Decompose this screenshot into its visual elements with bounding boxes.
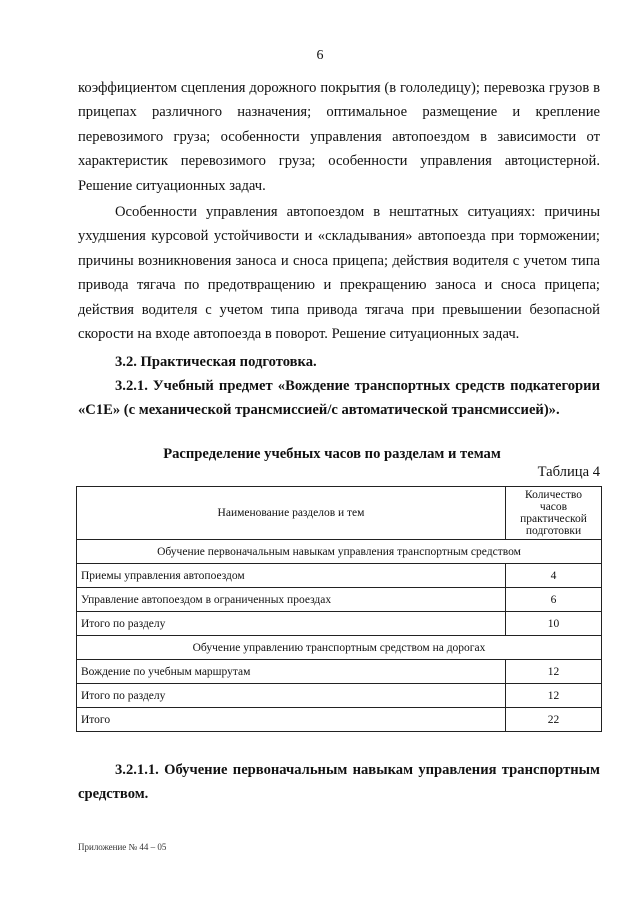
heading-3-2-text: 3.2. Практическая подготовка. bbox=[115, 354, 317, 370]
paragraph-2-text: Особенности управления автопоездом в нештатных ситуациях: причины ухудшения курсовой устойчивости и «складывания» автопоезда при торможении; причины возникновения заноса и сноса прицепа; действия водителя с учетом типа привода тягача по предотвращению и прекращению заноса и сноса прицепа; действия водителя с учетом типа привода тягача при превышении безопасной скорости на входе автопоезда в поворот. Решение ситуационных задач. bbox=[78, 204, 600, 343]
page-number: 6 bbox=[316, 48, 324, 63]
row-hours: 4 bbox=[506, 564, 602, 588]
row-name: Итого по разделу bbox=[77, 612, 506, 636]
paragraph-1 bbox=[78, 76, 600, 198]
table-total-row bbox=[77, 708, 602, 732]
heading-3-2-1-1-text: 3.2.1.1. Обучение первоначальным навыкам управления транспортным средством. bbox=[78, 762, 600, 803]
header-hours: Количество часов практической подготовки bbox=[506, 487, 602, 540]
section-row bbox=[77, 636, 602, 660]
section-2-title: Обучение управлению транспортным средством на дорогах bbox=[77, 636, 602, 660]
row-name: Итого по разделу bbox=[77, 684, 506, 708]
table-label: Таблица 4 bbox=[537, 464, 600, 480]
total-name: Итого bbox=[77, 708, 506, 732]
table-header-row bbox=[77, 487, 602, 540]
header-topics: Наименование разделов и тем bbox=[77, 487, 506, 540]
paragraph-2 bbox=[78, 200, 600, 346]
table-row bbox=[77, 684, 602, 708]
row-hours: 12 bbox=[506, 660, 602, 684]
paragraph-1-text: коэффициентом сцепления дорожного покрытия (в гололедицу); перевозка грузов в прицепах различного назначения; оптимальное размещение и крепление перевозимого груза; особенности управления автопоездом в зависимости от характеристик перевозимого груза; особенности управления автоцистерной. Решение ситуационных задач. bbox=[78, 80, 600, 194]
table-row bbox=[77, 660, 602, 684]
row-hours: 6 bbox=[506, 588, 602, 612]
row-name: Управление автопоездом в ограниченных проездах bbox=[77, 588, 506, 612]
section-heading-3-2-1-1 bbox=[78, 758, 600, 807]
section-1-title: Обучение первоначальным навыкам управления транспортным средством bbox=[77, 540, 602, 564]
heading-3-2-1-text: 3.2.1. Учебный предмет «Вождение транспортных средств подкатегории «C1E» (с механической трансмиссией/с автоматической трансмиссией)». bbox=[78, 378, 600, 419]
hours-table bbox=[76, 486, 602, 732]
section-heading-3-2-1 bbox=[78, 374, 600, 423]
row-hours: 10 bbox=[506, 612, 602, 636]
section-heading-3-2 bbox=[78, 350, 600, 374]
table-row bbox=[77, 612, 602, 636]
table-row bbox=[77, 588, 602, 612]
row-hours: 12 bbox=[506, 684, 602, 708]
row-name: Приемы управления автопоездом bbox=[77, 564, 506, 588]
footer-note: Приложение № 44 – 05 bbox=[78, 842, 167, 852]
row-name: Вождение по учебным маршрутам bbox=[77, 660, 506, 684]
table-row bbox=[77, 564, 602, 588]
total-hours: 22 bbox=[506, 708, 602, 732]
table-title: Распределение учебных часов по разделам и темам bbox=[163, 446, 501, 462]
section-row bbox=[77, 540, 602, 564]
